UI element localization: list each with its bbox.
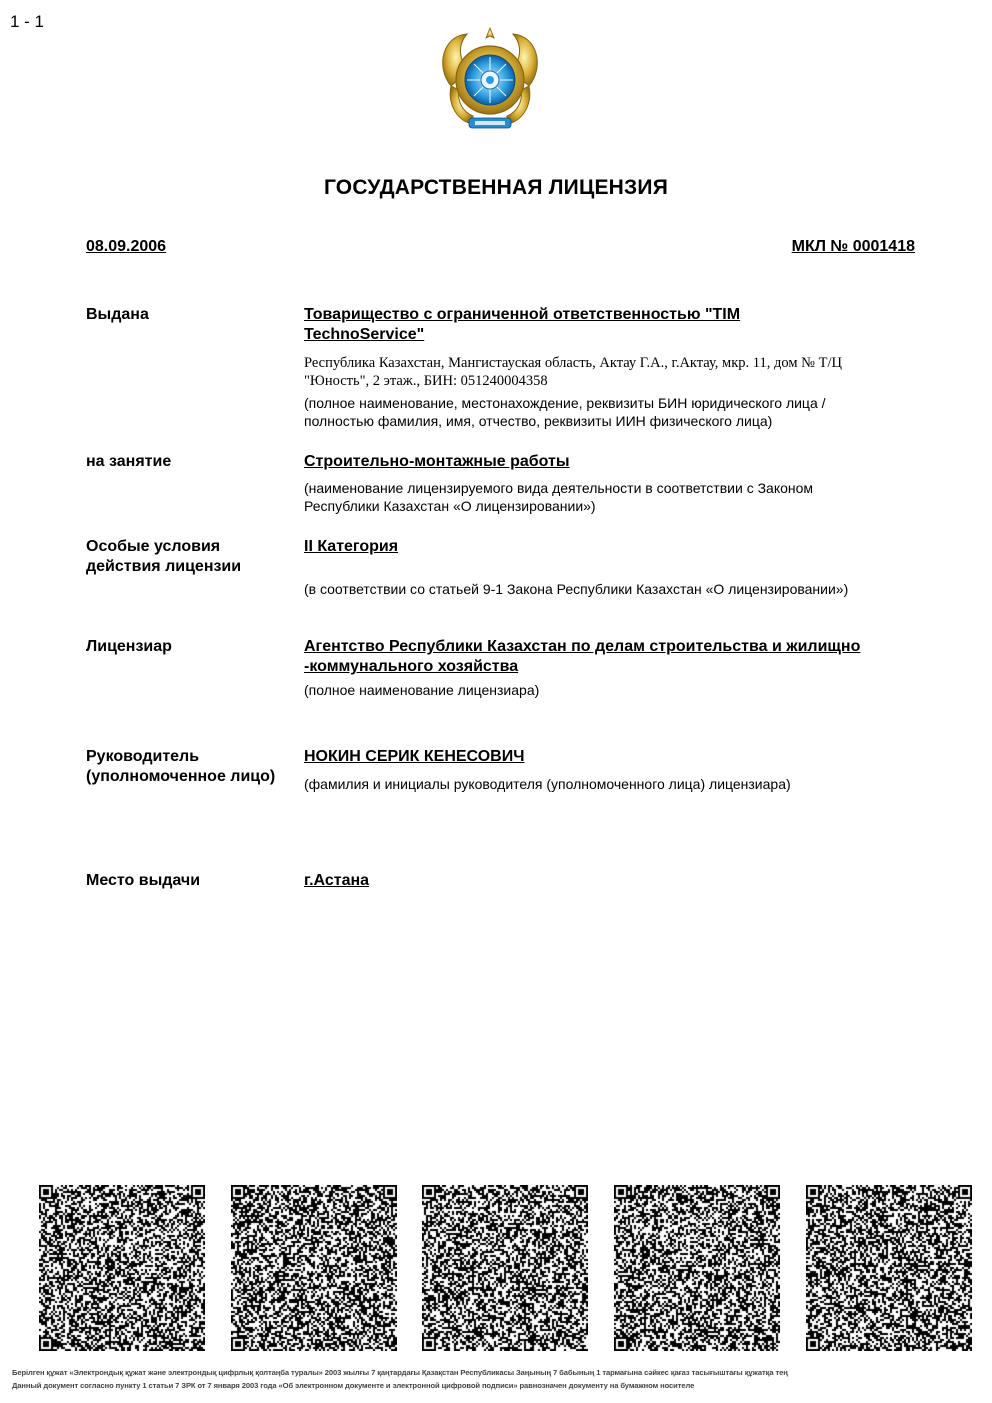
place-value: г.Астана	[304, 872, 370, 889]
head-label-line2: (уполномоченное лицо)	[86, 768, 276, 785]
issued-to-label: Выдана	[86, 306, 149, 323]
qr-code	[231, 1185, 397, 1351]
issued-to-value-line2: TechnoService"	[304, 326, 425, 343]
document-title: ГОСУДАРСТВЕННАЯ ЛИЦЕНЗИЯ	[323, 176, 668, 199]
qr-code	[422, 1185, 588, 1351]
activity-label: на занятие	[86, 453, 172, 470]
qr-code	[806, 1185, 972, 1351]
conditions-label-line1: Особые условия	[86, 538, 221, 555]
head-label-line1: Руководитель	[86, 748, 200, 765]
license-number: МКЛ № 0001418	[791, 238, 915, 255]
conditions-note: (в соответствии со статьей 9-1 Закона Республики Казахстан «О лицензировании»)	[304, 581, 849, 597]
conditions-label-line2: действия лицензии	[86, 558, 242, 575]
qr-code	[39, 1185, 205, 1351]
activity-value: Строительно-монтажные работы	[304, 453, 570, 470]
issued-to-address-line1: Республика Казахстан, Мангистауская область, Актау Г.А., г.Актау, мкр. 11, дом № Т/Ц	[304, 355, 842, 371]
page-index: 1 - 1	[10, 12, 45, 31]
licensor-value-line2: -коммунального хозяйства	[304, 658, 519, 675]
qr-code	[614, 1185, 780, 1351]
head-value: НОКИН СЕРИК КЕНЕСОВИЧ	[304, 748, 525, 765]
footer-line-kazakh: Берілген құжат «Электрондық құжат және электрондық цифрлық қолтаңба туралы» 2003 жылғы 7 қаңтардағы Қазақстан Республикасы Заңының 7 бабының 1 тармағына сәйкес қағаз тасығыштағы құжатқа тең	[12, 1368, 788, 1377]
conditions-value: II Категория	[304, 538, 399, 555]
licensor-label: Лицензиар	[86, 638, 172, 655]
issued-to-value-line1: Товарищество с ограниченной ответственностью "TIM	[304, 306, 741, 323]
issued-to-note-line1: (полное наименование, местонахождение, реквизиты БИН юридического лица /	[304, 395, 826, 411]
issued-to-address-line2: "Юность", 2 этаж., БИН: 051240004358	[304, 373, 548, 389]
footer-line-russian: Данный документ согласно пункту 1 статьи 7 ЗРК от 7 января 2003 года «Об электронном документе и электронной цифровой подписи» равнозначен документу на бумажном носителе	[12, 1381, 695, 1390]
state-emblem-icon	[433, 26, 547, 136]
licensor-value-line1: Агентство Республики Казахстан по делам строительства и жилищно	[304, 638, 861, 655]
licensor-note: (полное наименование лицензиара)	[304, 682, 540, 698]
issue-date: 08.09.2006	[86, 238, 167, 255]
place-label: Место выдачи	[86, 872, 201, 889]
activity-note-line1: (наименование лицензируемого вида деятельности в соответствии с Законом	[304, 480, 814, 496]
activity-note-line2: Республики Казахстан «О лицензировании»)	[304, 498, 596, 514]
issued-to-note-line2: полностью фамилия, имя, отчество, реквизиты ИИН физического лица)	[304, 413, 773, 429]
head-note: (фамилия и инициалы руководителя (уполномоченного лица) лицензиара)	[304, 776, 791, 792]
